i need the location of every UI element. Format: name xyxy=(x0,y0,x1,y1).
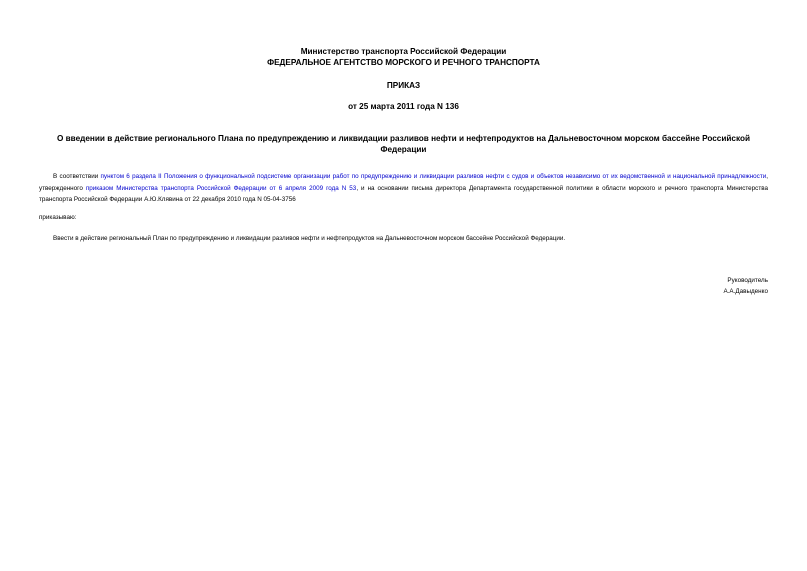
signatory-name: А.А.Давыденко xyxy=(723,288,768,295)
order-link[interactable]: приказом Министерства транспорта Российской Федерации от 6 апреля 2009 года N 53 xyxy=(85,184,357,192)
document-type: ПРИКАЗ xyxy=(386,81,421,90)
paragraph-order-word: приказываю: xyxy=(39,214,77,221)
regulation-link[interactable]: пунктом 6 раздела II Положения о функциональной подсистеме организации работ по предупреждению и ликвидации разливов нефти с судов и объектов независимо от их ведомственной и национальной принадлежности xyxy=(100,173,767,180)
ministry-heading: Министерство транспорта Российской Федерации xyxy=(300,47,507,56)
agency-heading: ФЕДЕРАЛЬНОЕ АГЕНТСТВО МОРСКОГО И РЕЧНОГО ТРАНСПОРТА xyxy=(267,58,540,67)
paragraph-basis-prefix: В соответствии xyxy=(53,173,101,180)
document-date-number: от 25 марта 2011 года N 136 xyxy=(348,102,459,111)
paragraph-basis-mid: , утвержденного xyxy=(39,173,768,192)
paragraph-basis-suffix: , и на основании письма директора Департамента государственной политики в области морского и речного транспорта Министерства транспорта Российской Федерации А.Ю.Клявина от 22 декабря 2010 года N 05-04-3756 xyxy=(39,184,768,203)
document-title: О введении в действие регионального Плана по предупреждению и ликвидации разливов нефти и нефтепродуктов на Дальневосточном морском бассейне Российской Федерации xyxy=(57,134,750,154)
signatory-position: Руководитель xyxy=(727,277,768,284)
paragraph-basis xyxy=(39,171,768,206)
paragraph-decision: Ввести в действие региональный План по предупреждению и ликвидации разливов нефти и нефтепродуктов на Дальневосточном морском бассейне Российской Федерации. xyxy=(53,235,566,242)
